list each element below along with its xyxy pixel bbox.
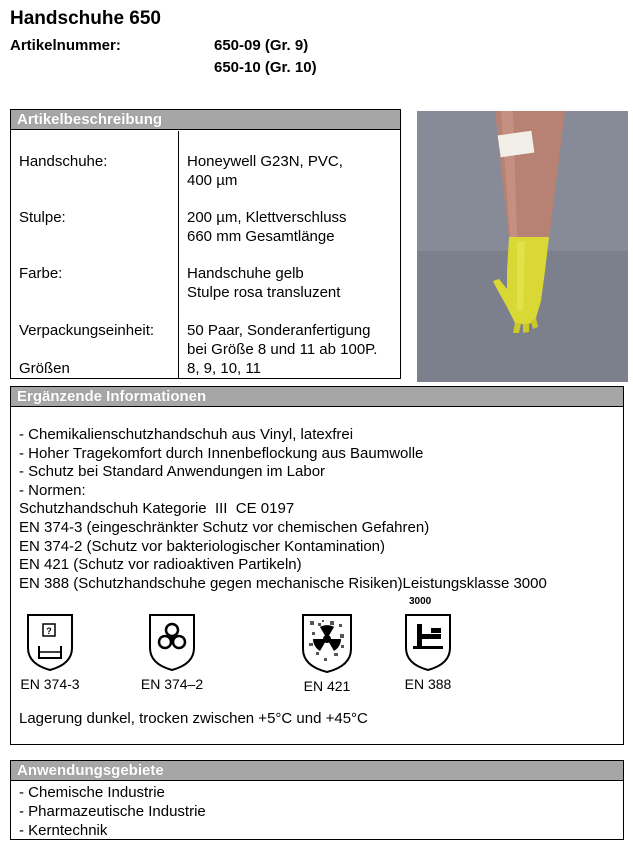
symbol-label: EN 374-3 bbox=[20, 676, 80, 692]
page-title: Handschuhe 650 bbox=[10, 8, 161, 29]
product-photo bbox=[417, 111, 628, 382]
info-line: - Hoher Tragekomfort durch Innenbeflockung aus Baumwolle bbox=[19, 444, 424, 462]
symbol-label: EN 421 bbox=[303, 678, 351, 694]
svg-text:?: ? bbox=[46, 626, 52, 636]
biohazard-icon bbox=[147, 612, 197, 672]
symbol-en388 bbox=[393, 612, 463, 692]
symbol-en421 bbox=[292, 612, 362, 694]
symbol-label: EN 388 bbox=[404, 676, 452, 692]
info-box bbox=[10, 386, 624, 745]
article-number-2: 650-10 (Gr. 10) bbox=[214, 59, 317, 76]
application-list bbox=[19, 783, 206, 840]
storage-note: Lagerung dunkel, trocken zwischen +5°C und +45°C bbox=[19, 710, 368, 727]
symbol-en374-2 bbox=[137, 612, 207, 692]
symbol-en374-3 bbox=[15, 612, 85, 692]
value-gloves: Honeywell G23N, PVC, 400 µm bbox=[187, 153, 343, 189]
description-heading: Artikelbeschreibung bbox=[11, 110, 400, 130]
article-number-1: 650-09 (Gr. 9) bbox=[214, 37, 309, 54]
description-box bbox=[10, 109, 401, 379]
label-packaging: Verpackungseinheit: bbox=[19, 322, 155, 339]
radiation-protection-icon bbox=[300, 612, 354, 674]
info-line: EN 374-2 (Schutz vor bakteriologischer Kontamination) bbox=[19, 537, 386, 555]
info-line: - Chemikalienschutzhandschuh aus Vinyl, latexfrei bbox=[19, 426, 354, 443]
info-line: - Schutz bei Standard Anwendungen im Labor bbox=[19, 463, 326, 481]
label-sizes: Größen bbox=[19, 360, 70, 377]
info-list bbox=[19, 426, 547, 593]
label-gloves: Handschuhe: bbox=[19, 153, 108, 170]
info-line: - Normen: bbox=[19, 481, 86, 499]
label-cuff: Stulpe: bbox=[19, 209, 66, 226]
info-line: Schutzhandschuh Kategorie III CE 0197 bbox=[19, 500, 295, 518]
chemical-protection-icon bbox=[25, 612, 75, 672]
value-packaging: 50 Paar, Sonderanfertigung bei Größe 8 und 11 ab 100P. bbox=[187, 322, 378, 358]
article-number-label: Artikelnummer: bbox=[10, 37, 121, 54]
value-cuff: 200 µm, Klettverschluss 660 mm Gesamtlänge bbox=[187, 209, 347, 245]
info-line: EN 388 (Schutzhandschuhe gegen mechanische Risiken)Leistungsklasse 3000 bbox=[19, 574, 547, 592]
label-color: Farbe: bbox=[19, 265, 63, 282]
list-item: - Kerntechnik bbox=[19, 822, 108, 839]
application-heading: Anwendungsgebiete bbox=[11, 761, 623, 781]
value-sizes: 8, 9, 10, 11 bbox=[187, 360, 261, 377]
application-box bbox=[10, 760, 624, 840]
description-divider bbox=[178, 131, 179, 378]
mechanical-protection-icon bbox=[403, 612, 453, 672]
symbol-label: EN 374–2 bbox=[140, 676, 204, 692]
info-heading: Ergänzende Informationen bbox=[11, 387, 623, 407]
list-item: - Chemische Industrie bbox=[19, 784, 165, 801]
info-line: EN 421 (Schutz vor radioaktiven Partikeln) bbox=[19, 556, 302, 574]
value-color: Handschuhe gelb Stulpe rosa transluzent bbox=[187, 265, 341, 301]
en388-performance-level: 3000 bbox=[409, 596, 432, 607]
list-item: - Pharmazeutische Industrie bbox=[19, 803, 206, 820]
info-line: EN 374-3 (eingeschränkter Schutz vor chemischen Gefahren) bbox=[19, 518, 430, 536]
